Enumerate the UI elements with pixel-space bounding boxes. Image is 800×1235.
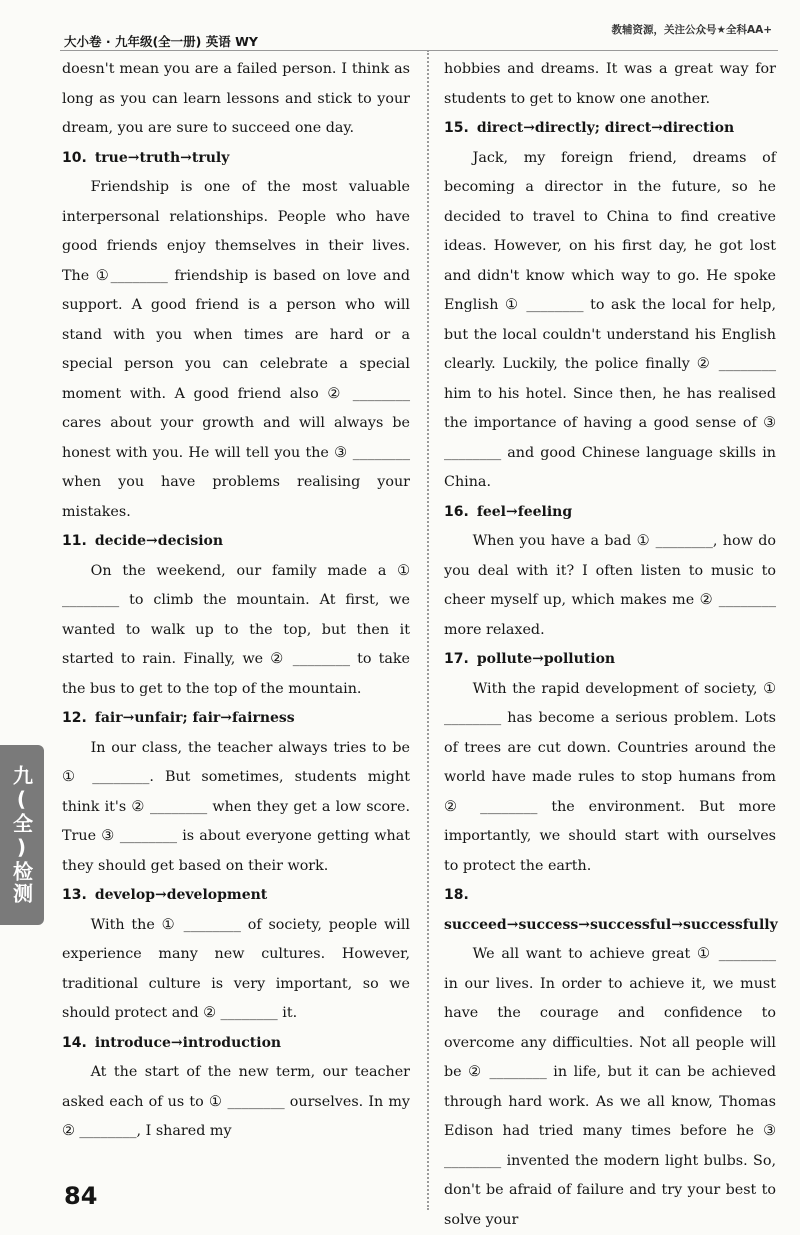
question-number: 16.: [444, 503, 469, 520]
right-column: [444, 55, 776, 1235]
continued-paragraph: hobbies and dreams. It was a great way for students to get to know one another.: [444, 61, 776, 107]
passage: Jack, my foreign friend, dreams of becoming a director in the future, so he decided to travel to China to find creative ideas. However, on his first day, he got lost and didn't know which way to go. He spoke English ① ________ to ask the local for help, but the local couldn't understand his English clearly. Luckily, the police finally ② ________ him to his hotel. Since then, he has realised the importance of having a good sense of ③ ________ and good Chinese language skills in China.: [444, 149, 776, 490]
question-18: [444, 881, 776, 1235]
word-transform: fair→unfair; fair→fairness: [94, 710, 295, 726]
question-heading: [444, 114, 776, 144]
left-column: [62, 55, 410, 1147]
passage: At the start of the new term, our teacher asked each of us to ① ________ ourselves. In my ② ________, I shared my: [62, 1064, 410, 1139]
continued-paragraph: doesn't mean you are a failed person. I think as long as you can learn lessons and stick to your dream, you are sure to succeed one day.: [62, 61, 410, 136]
question-heading: [62, 1029, 410, 1059]
question-heading: [444, 881, 776, 940]
question-12: [62, 704, 410, 881]
question-heading: [444, 645, 776, 675]
book-title: 大小卷 · 九年级(全一册) 英语 WY: [64, 34, 258, 49]
question-number: 11.: [62, 533, 87, 549]
question-10: [62, 144, 410, 528]
page-number: 84: [64, 1182, 98, 1210]
watermark-text: 教辅资源，关注公众号★全科AA+: [611, 24, 772, 36]
question-number: 15.: [444, 120, 469, 136]
passage: When you have a bad ① ________, how do you deal with it? I often listen to music to cheer myself up, which makes me ② ________ more relaxed.: [444, 533, 776, 638]
word-transform: introduce→introduction: [94, 1034, 282, 1051]
question-11: [62, 527, 410, 704]
word-transform: succeed→success→successful→successfully: [444, 916, 778, 933]
passage: On the weekend, our family made a ① ________ to climb the mountain. At first, we wanted to walk up to the top, but then it started to rain. Finally, we ② ________ to take the bus to get to the top of the mountain.: [62, 562, 410, 697]
word-transform: feel→feeling: [476, 503, 573, 520]
question-heading: [444, 498, 776, 528]
word-transform: direct→directly; direct→direction: [476, 120, 735, 136]
question-13: [62, 881, 410, 1029]
question-number: 18.: [444, 887, 469, 903]
question-17: [444, 645, 776, 881]
passage: With the ① ________ of society, people will experience many new cultures. However, traditional culture is very important, so we should protect and ② ________ it.: [62, 916, 410, 1021]
word-transform: decide→decision: [94, 533, 224, 549]
question-number: 10.: [62, 149, 87, 166]
passage: Friendship is one of the most valuable interpersonal relationships. People who have good friends enjoy themselves in their lives. The ①________ friendship is based on love and support. A good friend is a person who will stand with you when times are hard or a special person you can celebrate a special moment with. A good friend also ② ________ cares about your growth and will always be honest with you. He will tell you the ③ ________ when you have problems realising your mistakes.: [62, 179, 410, 520]
header-divider: [60, 50, 778, 51]
question-heading: [62, 704, 410, 734]
question-heading: [62, 881, 410, 911]
column-divider: [427, 50, 429, 1210]
question-heading: [62, 144, 410, 174]
question-heading: [62, 527, 410, 557]
word-transform: true→truth→truly: [94, 149, 230, 166]
question-number: 17.: [444, 651, 469, 667]
section-side-tab: 九(全)检测: [0, 745, 44, 925]
question-16: [444, 498, 776, 646]
question-number: 14.: [62, 1034, 87, 1051]
question-number: 13.: [62, 887, 87, 903]
passage: In our class, the teacher always tries to be ① ________. But sometimes, students might think it's ② ________ when they get a low score. True ③ ________ is about everyone getting what they should get based on their work.: [62, 739, 410, 874]
word-transform: pollute→pollution: [476, 651, 616, 667]
passage: With the rapid development of society, ① ________ has become a serious problem. Lots of trees are cut down. Countries around the world have made rules to stop humans from ② ________ the environment. But more importantly, we should start with ourselves to protect the earth.: [444, 680, 776, 874]
word-transform: develop→development: [94, 887, 268, 903]
question-15: [444, 114, 776, 498]
passage: We all want to achieve great ① ________ in our lives. In order to achieve it, we must have the courage and confidence to overcome any difficulties. Not all people will be ② ________ in life, but it can be achieved through hard work. As we all know, Thomas Edison had tried many times before he ③ ________ invented the modern light bulbs. So, don't be afraid of failure and try your best to solve your: [444, 946, 776, 1228]
question-14: [62, 1029, 410, 1147]
question-number: 12.: [62, 710, 87, 726]
